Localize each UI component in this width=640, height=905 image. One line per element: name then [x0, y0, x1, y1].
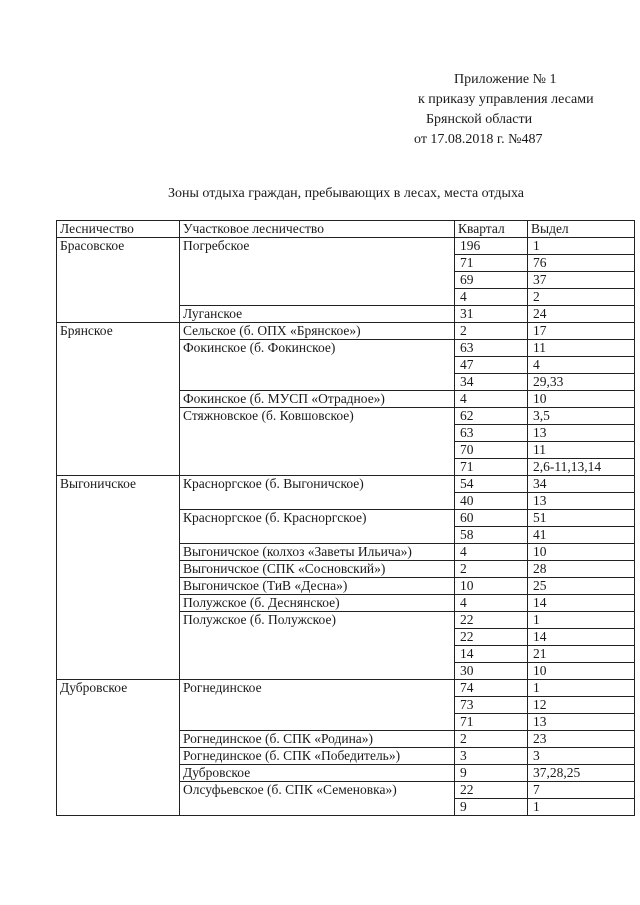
section-cell: Олсуфьевское (б. СПК «Семеновка»)	[180, 782, 455, 816]
quarter-cell: 4	[455, 595, 528, 612]
allotment-cell: 10	[528, 544, 635, 561]
quarter-cell: 58	[455, 527, 528, 544]
allotment-cell: 37,28,25	[528, 765, 635, 782]
quarter-cell: 4	[455, 391, 528, 408]
section-cell: Выгоничское (ТиВ «Десна»)	[180, 578, 455, 595]
quarter-cell: 69	[455, 272, 528, 289]
allotment-cell: 13	[528, 493, 635, 510]
quarter-cell: 47	[455, 357, 528, 374]
quarter-cell: 73	[455, 697, 528, 714]
forestry-cell: Брасовское	[57, 238, 180, 323]
section-cell: Красноргское (б. Красноргское)	[180, 510, 455, 544]
allotment-cell: 1	[528, 238, 635, 255]
column-header-allotment: Выдел	[528, 221, 635, 238]
section-cell: Выгоничское (СПК «Сосновский»)	[180, 561, 455, 578]
allotment-cell: 12	[528, 697, 635, 714]
table-row	[57, 680, 635, 697]
column-header-section: Участковое лесничество	[180, 221, 455, 238]
allotment-cell: 37	[528, 272, 635, 289]
table-row	[57, 238, 635, 255]
allotment-cell: 7	[528, 782, 635, 799]
allotment-cell: 2	[528, 289, 635, 306]
quarter-cell: 40	[455, 493, 528, 510]
allotment-cell: 24	[528, 306, 635, 323]
quarter-cell: 63	[455, 425, 528, 442]
quarter-cell: 22	[455, 782, 528, 799]
allotment-cell: 23	[528, 731, 635, 748]
section-cell: Выгоничское (колхоз «Заветы Ильича»)	[180, 544, 455, 561]
zones-table	[56, 220, 635, 816]
section-cell: Фокинское (б. Фокинское)	[180, 340, 455, 391]
column-header-quarter: Квартал	[455, 221, 528, 238]
allotment-cell: 13	[528, 714, 635, 731]
allotment-cell: 25	[528, 578, 635, 595]
quarter-cell: 54	[455, 476, 528, 493]
section-cell: Рогнединское	[180, 680, 455, 731]
quarter-cell: 71	[455, 459, 528, 476]
allotment-cell: 4	[528, 357, 635, 374]
appendix-number: Приложение № 1	[454, 72, 557, 87]
quarter-cell: 70	[455, 442, 528, 459]
section-cell: Рогнединское (б. СПК «Победитель»)	[180, 748, 455, 765]
quarter-cell: 60	[455, 510, 528, 527]
table-row	[57, 476, 635, 493]
allotment-cell: 21	[528, 646, 635, 663]
allotment-cell: 51	[528, 510, 635, 527]
section-cell: Красноргское (б. Выгоничское)	[180, 476, 455, 510]
section-cell: Стяжновское (б. Ковшовское)	[180, 408, 455, 476]
quarter-cell: 2	[455, 731, 528, 748]
quarter-cell: 3	[455, 748, 528, 765]
allotment-cell: 14	[528, 595, 635, 612]
allotment-cell: 11	[528, 340, 635, 357]
forestry-cell: Брянское	[57, 323, 180, 476]
allotment-cell: 3,5	[528, 408, 635, 425]
section-cell: Погребское	[180, 238, 455, 306]
allotment-cell: 41	[528, 527, 635, 544]
allotment-cell: 1	[528, 799, 635, 816]
quarter-cell: 63	[455, 340, 528, 357]
section-cell: Фокинское (б. МУСП «Отрадное»)	[180, 391, 455, 408]
authority-region: Брянской области	[426, 112, 533, 127]
allotment-cell: 29,33	[528, 374, 635, 391]
quarter-cell: 30	[455, 663, 528, 680]
quarter-cell: 2	[455, 561, 528, 578]
quarter-cell: 22	[455, 612, 528, 629]
quarter-cell: 4	[455, 289, 528, 306]
table-header-row	[57, 221, 635, 238]
quarter-cell: 34	[455, 374, 528, 391]
quarter-cell: 71	[455, 714, 528, 731]
quarter-cell: 2	[455, 323, 528, 340]
table-body	[57, 238, 635, 816]
quarter-cell: 196	[455, 238, 528, 255]
allotment-cell: 1	[528, 612, 635, 629]
quarter-cell: 14	[455, 646, 528, 663]
quarter-cell: 74	[455, 680, 528, 697]
allotment-cell: 14	[528, 629, 635, 646]
quarter-cell: 10	[455, 578, 528, 595]
order-reference: к приказу управления лесами	[418, 92, 594, 107]
allotment-cell: 11	[528, 442, 635, 459]
document-title: Зоны отдыха граждан, пребывающих в лесах, места отдыха	[168, 186, 524, 201]
allotment-cell: 10	[528, 663, 635, 680]
quarter-cell: 62	[455, 408, 528, 425]
column-header-forestry: Лесничество	[57, 221, 180, 238]
quarter-cell: 22	[455, 629, 528, 646]
allotment-cell: 76	[528, 255, 635, 272]
allotment-cell: 2,6-11,13,14	[528, 459, 635, 476]
table-row	[57, 323, 635, 340]
document-header	[410, 70, 594, 150]
allotment-cell: 28	[528, 561, 635, 578]
section-cell: Полужское (б. Деснянское)	[180, 595, 455, 612]
section-cell: Рогнединское (б. СПК «Родина»)	[180, 731, 455, 748]
order-date-number: от 17.08.2018 г. №487	[414, 132, 543, 147]
quarter-cell: 71	[455, 255, 528, 272]
quarter-cell: 9	[455, 799, 528, 816]
allotment-cell: 3	[528, 748, 635, 765]
allotment-cell: 13	[528, 425, 635, 442]
forestry-cell: Выгоничское	[57, 476, 180, 680]
allotment-cell: 10	[528, 391, 635, 408]
section-cell: Дубровское	[180, 765, 455, 782]
allotment-cell: 17	[528, 323, 635, 340]
quarter-cell: 31	[455, 306, 528, 323]
section-cell: Луганское	[180, 306, 455, 323]
allotment-cell: 1	[528, 680, 635, 697]
forestry-cell: Дубровское	[57, 680, 180, 816]
quarter-cell: 4	[455, 544, 528, 561]
quarter-cell: 9	[455, 765, 528, 782]
section-cell: Сельское (б. ОПХ «Брянское»)	[180, 323, 455, 340]
section-cell: Полужское (б. Полужское)	[180, 612, 455, 680]
allotment-cell: 34	[528, 476, 635, 493]
